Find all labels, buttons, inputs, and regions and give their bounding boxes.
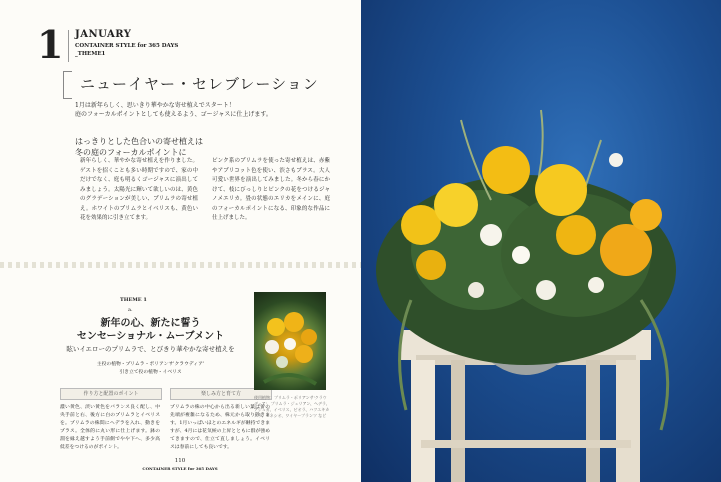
lead-line-1: 1月は新年らしく、思いきり華やかな寄せ植えでスタート！ (75, 102, 235, 109)
thumbnail-caption: 使用植物：プリムラ・ポリアンサ'クラウディア'、プリムラ・ジュリアン、ヘデラ、アジュガ、イベリス、ビオラ、ハツユキカズラ、セネシオ、ワイヤープランツ など (254, 395, 330, 418)
ornamental-divider (0, 262, 361, 268)
series-title: CONTAINER STYLE for 365 DAYS (75, 43, 179, 49)
lead-line-2: 庭のフォーカルポイントとしても使えるよう、ゴージャスに仕上げます。 (75, 111, 272, 118)
theme-title (58, 317, 243, 343)
theme-number: a. (128, 307, 133, 313)
right-page-photo (361, 0, 721, 482)
material-accent: 引き立て役の植物・イベリス (119, 370, 182, 375)
month-label: JANUARY (75, 29, 132, 40)
theme-subtitle: 眩いイエローのプリムラで、とびきり華やかな寄せ植えを (66, 345, 235, 353)
section-heading (75, 136, 275, 158)
article-title: ニューイヤー・セレブレーション (80, 75, 319, 93)
chapter-number: 1 (37, 22, 64, 67)
header-divider (68, 30, 69, 62)
theme-title-line-1: 新年の心、新たに誓う (100, 318, 201, 329)
section-heading-line-1: はっきりとした色合いの寄せ植えは (75, 137, 203, 146)
title-bracket (63, 71, 72, 99)
materials-list (58, 361, 243, 377)
lead-text (75, 101, 325, 119)
section-heading-line-2: 冬の庭のフォーカルポイントに (75, 148, 187, 157)
theme-title-line-2: センセーショナル・ムーブメント (76, 331, 225, 342)
page-number: 110 (174, 458, 186, 464)
care-text: プリムラの株の中心から出る新しい葉は蕾の先端が複雑になるため、株元から取り除きます。1月いっぱいほとのエネルギが継持できますが、4月には花気候の上昇とともに群が強めてきますので、仕立て直しましょう。イベリスは春前にしても良いです。 (170, 405, 270, 450)
theme-code: _THEME1 (75, 51, 106, 57)
body-column-2: ピンク系のプリムラを使った寄せ植えは、赤紫やアプリコット色を使い、渋さもプラス。大人可愛い世界を演出してみました。冬から春にかけて、枝にびっしりとピンクの花をつけるジャノメエリカ。畳の状態のエリカをメインに、庭のフォーカルポイントになる、印象的な作品に仕上げました。 (212, 158, 330, 221)
tag-care-tips: 楽しみ方と育て方 (170, 388, 272, 400)
material-main: 主役の植物・プリムラ・ポリアンサ'クラウディア' (96, 362, 205, 367)
thumbnail-photo (254, 292, 326, 390)
arrangement-text: 濃い黄色、淡い黄色をバランス良く配し、中央手前と右、後方に白のプリムラとイベリスを。プリムラの株間にヘデラを入れ、動きをプラス。全体的に丸い形に仕上げます。鉢の淵を縁え越すよう手前側でやや下へ、多少高低差をつけるのがポイント。 (60, 405, 160, 450)
running-title: CONTAINER STYLE for 365 DAYS (142, 466, 218, 471)
body-column-1: 新年らしく、華やかな寄せ植えを作りました。ゲストを招くことも多い時期ですので、家の中だけでなく、庭も明るくゴージャスに演出してみましょう。太陽光に輝いて欲しいのは、黄色のグラデーションが美しい、プリムラの寄せ植え。ホワイトのプリムラとイベリスも、黄色い花を効果的に引き立てます。 (80, 158, 198, 221)
theme-label: THEME 1 (120, 297, 147, 303)
flower-arrangement-photo (361, 0, 721, 482)
tag-arrangement-points: 作り方と配置のポイント (60, 388, 162, 400)
thumbnail-flowers-image (254, 292, 326, 390)
